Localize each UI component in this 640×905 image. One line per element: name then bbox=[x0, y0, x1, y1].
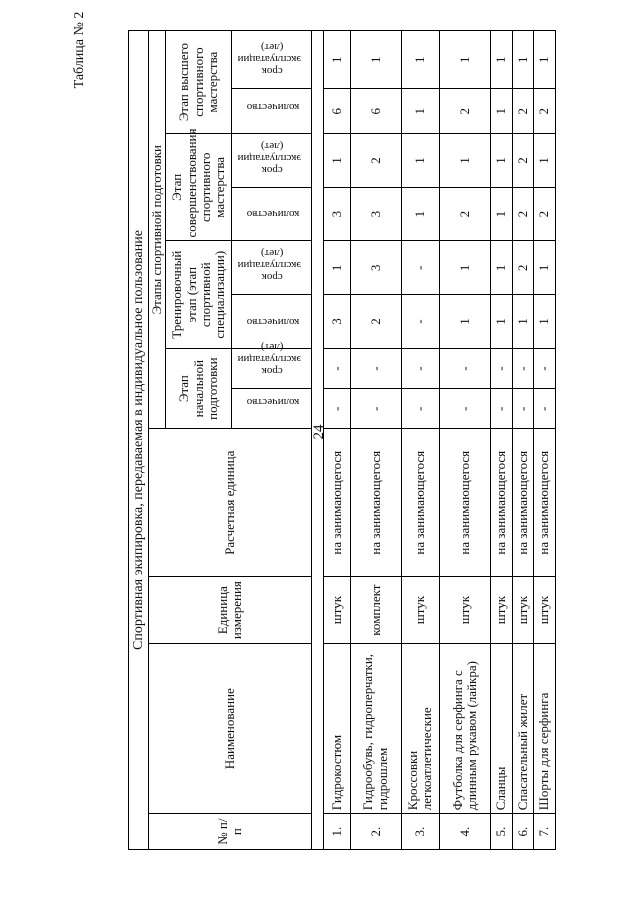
cell-stage3-qty: 1 bbox=[401, 187, 440, 241]
cell-stage2-term: 1 bbox=[490, 241, 512, 295]
cell-stage2-term: 3 bbox=[350, 241, 401, 295]
cell-stage1-qty: - bbox=[350, 389, 401, 429]
cell-stage4-qty: 1 bbox=[490, 89, 512, 134]
cell-stage2-term: 1 bbox=[440, 241, 491, 295]
cell-stage2-qty: 2 bbox=[350, 295, 401, 349]
cell-num: 2. bbox=[350, 814, 401, 850]
page-number: 24 bbox=[311, 424, 327, 440]
cell-calc: на занимающегося bbox=[350, 429, 401, 577]
cell-unit: комплект bbox=[350, 577, 401, 644]
cell-stage1-qty: - bbox=[490, 389, 512, 429]
cell-stage3-qty: 2 bbox=[534, 187, 556, 241]
cell-stage3-qty: 2 bbox=[440, 187, 491, 241]
cell-unit: штук bbox=[534, 577, 556, 644]
cell-calc: на занимающегося bbox=[440, 429, 491, 577]
cell-stage2-term: - bbox=[401, 241, 440, 295]
header-term: срок эксплуатации (лет) bbox=[232, 348, 312, 388]
header-term: срок эксплуатации (лет) bbox=[232, 31, 312, 89]
cell-unit: штук bbox=[512, 577, 534, 644]
header-stage3: Этап совершенствования спортивного мастерства bbox=[166, 134, 232, 241]
cell-stage3-term: 1 bbox=[401, 134, 440, 188]
header-stages-title: Этапы спортивной подготовки bbox=[149, 31, 166, 429]
cell-num: 1. bbox=[324, 814, 351, 850]
cell-name: Сланцы bbox=[490, 644, 512, 814]
table-body bbox=[324, 31, 556, 850]
cell-stage2-term: 2 bbox=[512, 241, 534, 295]
cell-stage4-term: 1 bbox=[440, 31, 491, 89]
cell-name: Футболка для серфинга с длинным рукавом (лайкра) bbox=[440, 644, 491, 814]
table-row bbox=[534, 31, 556, 850]
cell-stage1-term: - bbox=[324, 348, 351, 388]
table-row bbox=[490, 31, 512, 850]
cell-stage2-qty: 1 bbox=[534, 295, 556, 349]
header-stage1: Этап начальной подготовки bbox=[166, 348, 232, 429]
cell-stage4-term: 1 bbox=[512, 31, 534, 89]
cell-stage2-qty: - bbox=[401, 295, 440, 349]
header-term: срок эксплуатации (лет) bbox=[232, 241, 312, 295]
header-stage4: Этап высшего спортивного мастерства bbox=[166, 31, 232, 134]
header-calc: Расчетная единица bbox=[149, 429, 312, 577]
cell-unit: штук bbox=[324, 577, 351, 644]
table-title: Спортивная экипировка, передаваемая в индивидуальное пользование bbox=[129, 31, 149, 850]
table-row bbox=[512, 31, 534, 850]
cell-name: Шорты для серфинга bbox=[534, 644, 556, 814]
cell-stage4-term: 1 bbox=[401, 31, 440, 89]
table-row bbox=[324, 31, 351, 850]
header-name: Наименование bbox=[149, 644, 312, 814]
equipment-table bbox=[128, 30, 556, 850]
cell-stage1-term: - bbox=[401, 348, 440, 388]
cell-stage1-term: - bbox=[534, 348, 556, 388]
cell-calc: на занимающегося bbox=[490, 429, 512, 577]
cell-stage1-term: - bbox=[350, 348, 401, 388]
cell-stage3-term: 1 bbox=[534, 134, 556, 188]
cell-stage1-qty: - bbox=[440, 389, 491, 429]
header-stage2: Тренировочный этап (этап спортивной специализации) bbox=[166, 241, 232, 348]
cell-stage3-term: 2 bbox=[350, 134, 401, 188]
cell-name: Спасательный жилет bbox=[512, 644, 534, 814]
cell-stage3-qty: 3 bbox=[350, 187, 401, 241]
table-caption: Таблица № 2 bbox=[72, 11, 87, 89]
cell-calc: на занимающегося bbox=[512, 429, 534, 577]
cell-calc: на занимающегося bbox=[401, 429, 440, 577]
rotated-table-wrapper bbox=[128, 30, 556, 850]
cell-name: Гидрокостюм bbox=[324, 644, 351, 814]
cell-stage4-qty: 6 bbox=[324, 89, 351, 134]
cell-stage2-qty: 1 bbox=[440, 295, 491, 349]
header-qty: количество bbox=[232, 389, 312, 429]
cell-stage4-qty: 2 bbox=[440, 89, 491, 134]
cell-stage4-qty: 2 bbox=[534, 89, 556, 134]
cell-num: 6. bbox=[512, 814, 534, 850]
cell-stage2-qty: 1 bbox=[512, 295, 534, 349]
header-unit: Единица измерения bbox=[149, 577, 312, 644]
cell-stage3-qty: 3 bbox=[324, 187, 351, 241]
cell-calc: на занимающегося bbox=[534, 429, 556, 577]
cell-stage4-term: 1 bbox=[324, 31, 351, 89]
cell-stage1-term: - bbox=[512, 348, 534, 388]
cell-stage3-qty: 1 bbox=[490, 187, 512, 241]
cell-stage4-term: 1 bbox=[490, 31, 512, 89]
table-row bbox=[440, 31, 491, 850]
cell-stage4-qty: 2 bbox=[512, 89, 534, 134]
cell-unit: штук bbox=[401, 577, 440, 644]
cell-stage3-term: 1 bbox=[440, 134, 491, 188]
cell-unit: штук bbox=[490, 577, 512, 644]
cell-stage1-term: - bbox=[490, 348, 512, 388]
cell-stage1-qty: - bbox=[534, 389, 556, 429]
header-term: срок эксплуатации (лет) bbox=[232, 134, 312, 188]
cell-num: 7. bbox=[534, 814, 556, 850]
table-row bbox=[401, 31, 440, 850]
cell-name: Кроссовки легкоатлетические bbox=[401, 644, 440, 814]
header-qty: количество bbox=[232, 187, 312, 241]
cell-stage2-qty: 3 bbox=[324, 295, 351, 349]
cell-stage2-term: 1 bbox=[534, 241, 556, 295]
cell-stage4-term: 1 bbox=[534, 31, 556, 89]
header-qty: количество bbox=[232, 295, 312, 349]
cell-calc: на занимающегося bbox=[324, 429, 351, 577]
header-qty: количество bbox=[232, 89, 312, 134]
cell-stage4-qty: 1 bbox=[401, 89, 440, 134]
cell-num: 3. bbox=[401, 814, 440, 850]
table-row bbox=[350, 31, 401, 850]
header-num: № п/п bbox=[149, 814, 312, 850]
cell-stage4-term: 1 bbox=[350, 31, 401, 89]
cell-stage1-qty: - bbox=[512, 389, 534, 429]
cell-stage3-term: 1 bbox=[490, 134, 512, 188]
cell-stage2-qty: 1 bbox=[490, 295, 512, 349]
empty-row bbox=[312, 31, 324, 850]
cell-stage1-qty: - bbox=[401, 389, 440, 429]
cell-num: 5. bbox=[490, 814, 512, 850]
cell-stage2-term: 1 bbox=[324, 241, 351, 295]
cell-name: Гидрообувь, гидроперчатки, гидрошлем bbox=[350, 644, 401, 814]
cell-num: 4. bbox=[440, 814, 491, 850]
cell-unit: штук bbox=[440, 577, 491, 644]
cell-stage3-term: 2 bbox=[512, 134, 534, 188]
cell-stage1-qty: - bbox=[324, 389, 351, 429]
cell-stage1-term: - bbox=[440, 348, 491, 388]
cell-stage3-qty: 2 bbox=[512, 187, 534, 241]
cell-stage3-term: 1 bbox=[324, 134, 351, 188]
cell-stage4-qty: 6 bbox=[350, 89, 401, 134]
